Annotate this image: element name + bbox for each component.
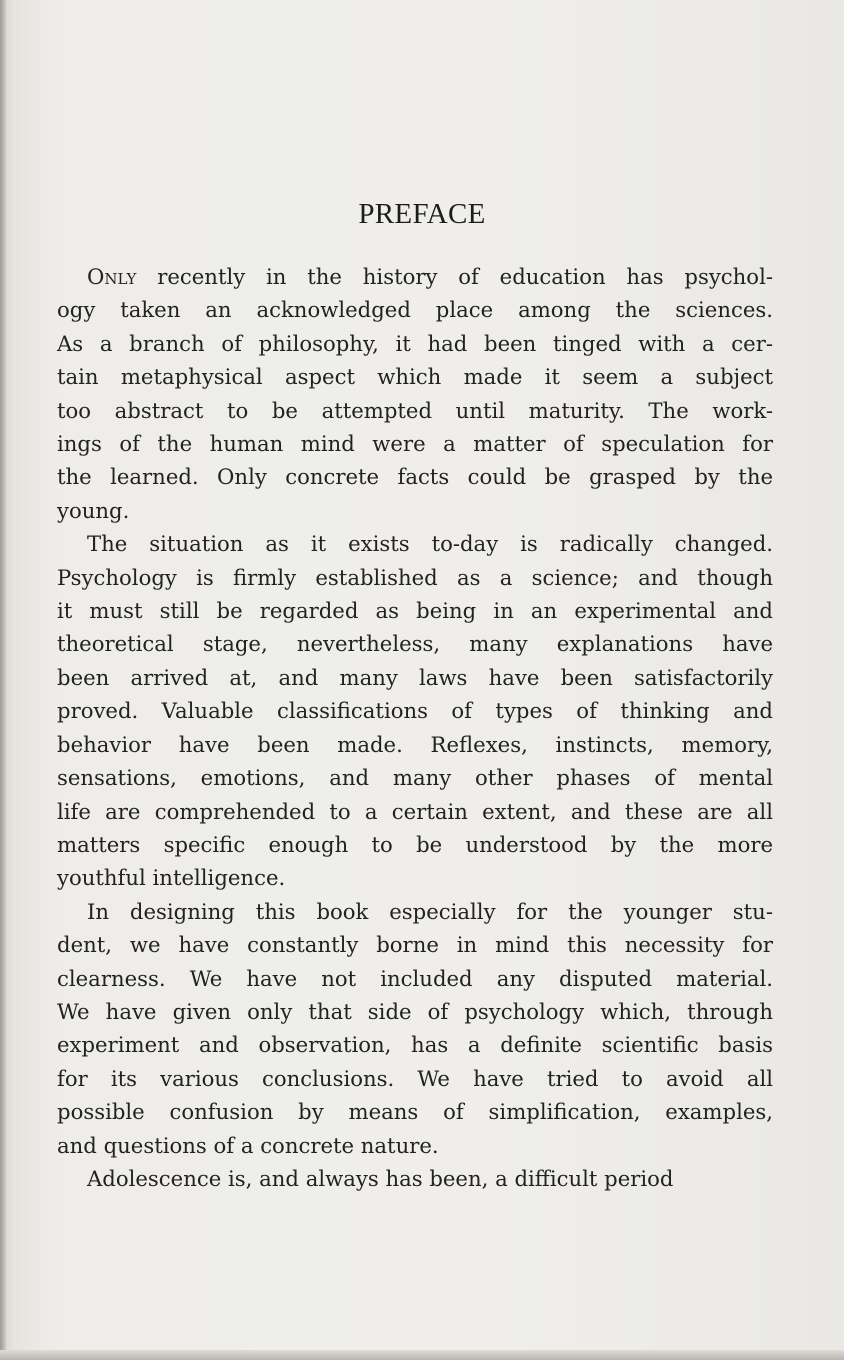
text-line: youthful intelligence. [57,865,286,891]
text-line: the learned. Only concrete facts could be grasped by the [57,464,773,490]
text-line: too abstract to be attempted until maturity. The work- [57,397,773,423]
text-line: young. [57,497,130,523]
text-line: Only recently in the history of education has psychol- [87,264,773,289]
page-title: PREFACE [358,198,486,230]
paragraph-4 [57,1162,773,1195]
paragraph-2 [57,527,773,894]
text-line: and questions of a concrete nature. [57,1132,439,1158]
text-line: theoretical stage, nevertheless, many explanations have [57,631,773,657]
text-line: In designing this book especially for the younger stu- [87,898,773,924]
text-line: possible confusion by means of simplification, examples, [57,1099,773,1125]
text-line: The situation as it exists to-day is radically changed. [87,531,773,557]
text-line: it must still be regarded as being in an experimental and [57,598,773,624]
text-line: been arrived at, and many laws have been satisfactorily [57,664,773,690]
paragraph-1 [57,260,773,527]
text-line: ogy taken an acknowledged place among the sciences. [57,297,773,323]
text-line: ings of the human mind were a matter of speculation for [57,431,773,457]
text-line: behavior have been made. Reflexes, instincts, memory, [57,731,773,757]
text-line: tain metaphysical aspect which made it seem a subject [57,364,773,390]
text-line: dent, we have constantly borne in mind this necessity for [57,932,773,958]
preface-body [57,260,773,1195]
text-line: As a branch of philosophy, it had been tinged with a cer- [57,330,773,356]
page-bottom-edge [0,1350,844,1360]
text-line: for its various conclusions. We have tried to avoid all [57,1065,773,1091]
text-line: experiment and observation, has a definite scientific basis [57,1032,773,1058]
text-line: clearness. We have not included any disputed material. [57,965,773,991]
text-line: proved. Valuable classifications of types of thinking and [57,698,773,724]
paragraph-3 [57,895,773,1162]
drop-word: Only [87,264,137,289]
text-line: Adolescence is, and always has been, a difficult period [87,1165,674,1191]
text-line: sensations, emotions, and many other phases of mental [57,765,773,791]
text-line: Psychology is firmly established as a science; and though [57,564,773,590]
text-line: We have given only that side of psychology which, through [57,998,773,1024]
text-line: life are comprehended to a certain extent, and these are all [57,798,773,824]
text-line: matters specific enough to be understood by the more [57,831,773,857]
